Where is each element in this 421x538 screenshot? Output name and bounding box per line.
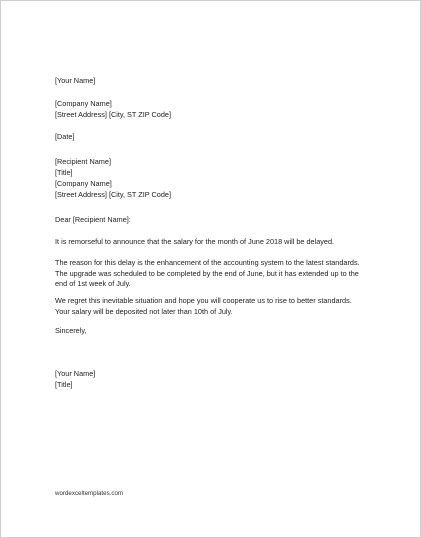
closing: Sincerely, [55,326,87,335]
letter-date: [Date] [55,132,75,141]
sender-company-name: [Company Name] [55,99,112,108]
body-paragraph-2-line-2: The upgrade was scheduled to be completed by the end of June, but it has extended up to the [55,268,359,278]
body-paragraph-3-line-2: Your salary will be deposited not later than 10th of July. [55,306,233,316]
recipient-name: [Recipient Name] [55,157,111,166]
body-paragraph-1: It is remorseful to announce that the salary for the month of June 2018 will be delayed. [55,237,335,246]
sender-address: [Street Address] [City, ST ZIP Code] [55,110,171,119]
body-paragraph-3-line-1: We regret this inevitable situation and hope you will cooperate us to rise to better standards. [55,296,352,305]
body-paragraph-2-line-1: The reason for this delay is the enhancement of the accounting system to the latest standards. [55,258,360,267]
signature-name: [Your Name] [55,369,96,378]
footer-website: wordexceltemplates.com [55,490,124,497]
salutation: Dear [Recipient Name]: [55,215,131,224]
sender-name: [Your Name] [55,76,96,85]
recipient-title: [Title] [55,168,73,177]
recipient-company: [Company Name] [55,179,112,188]
body-paragraph-2-line-3: end of 1st week of July. [55,279,131,288]
signature-title: [Title] [55,379,73,389]
recipient-address: [Street Address] [City, ST ZIP Code] [55,190,171,199]
